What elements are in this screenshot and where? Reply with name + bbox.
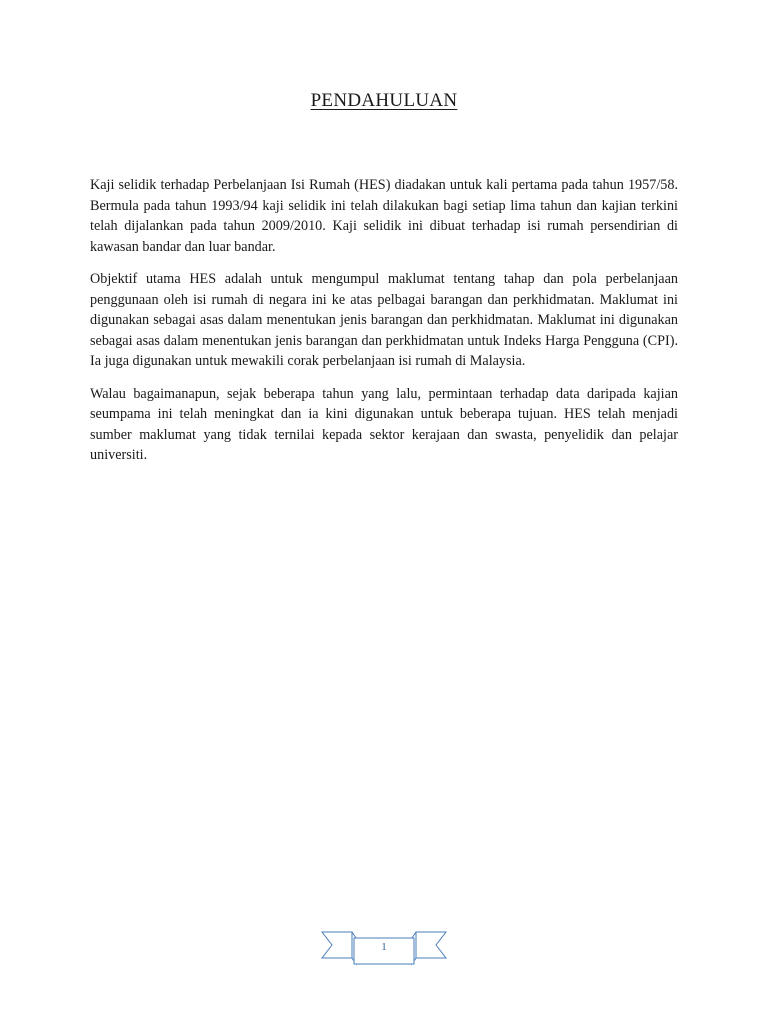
paragraph-1: Kaji selidik terhadap Perbelanjaan Isi Rumah (HES) diadakan untuk kali pertama pada tahun 1957/58. Bermula pada tahun 1993/94 kaji selidik ini telah dilakukan bagi setiap lima tahun dan kajian terkini telah dijalankan pada tahun 2009/2010. Kaji selidik ini dibuat terhadap isi rumah persendirian di kawasan bandar dan luar bandar. xyxy=(90,177,678,255)
page-number: 1 xyxy=(381,941,387,953)
ribbon-right-tail xyxy=(416,932,446,958)
paragraph-3: Walau bagaimanapun, sejak beberapa tahun yang lalu, permintaan terhadap data daripada kajian seumpama ini telah meningkat dan ia kini digunakan untuk beberapa tujuan. HES telah menjadi sumber maklumat yang tidak ternilai kepada sektor kerajaan dan swasta, penyelidik dan pelajar universiti. xyxy=(90,385,678,463)
ribbon-left-tail xyxy=(322,932,352,958)
paragraph-2: Objektif utama HES adalah untuk mengumpul maklumat tentang tahap dan pola perbelanjaan penggunaan oleh isi rumah di negara ini ke atas pelbagai barangan dan perkhidmatan. Maklumat ini digunakan sebagai asas dalam menentukan jenis barangan dan perkhidmatan. Maklumat ini digunakan sebagai asas dalam menentukan jenis barangan dan perkhidmatan untuk Indeks Harga Pengguna (CPI). Ia juga digunakan untuk mewakili corak perbelanjaan isi rumah di Malaysia. xyxy=(90,271,678,369)
body-text xyxy=(90,175,678,478)
page-number-footer xyxy=(320,928,448,970)
page-title-text: PENDAHULUAN xyxy=(310,90,458,111)
page-title xyxy=(0,90,768,112)
